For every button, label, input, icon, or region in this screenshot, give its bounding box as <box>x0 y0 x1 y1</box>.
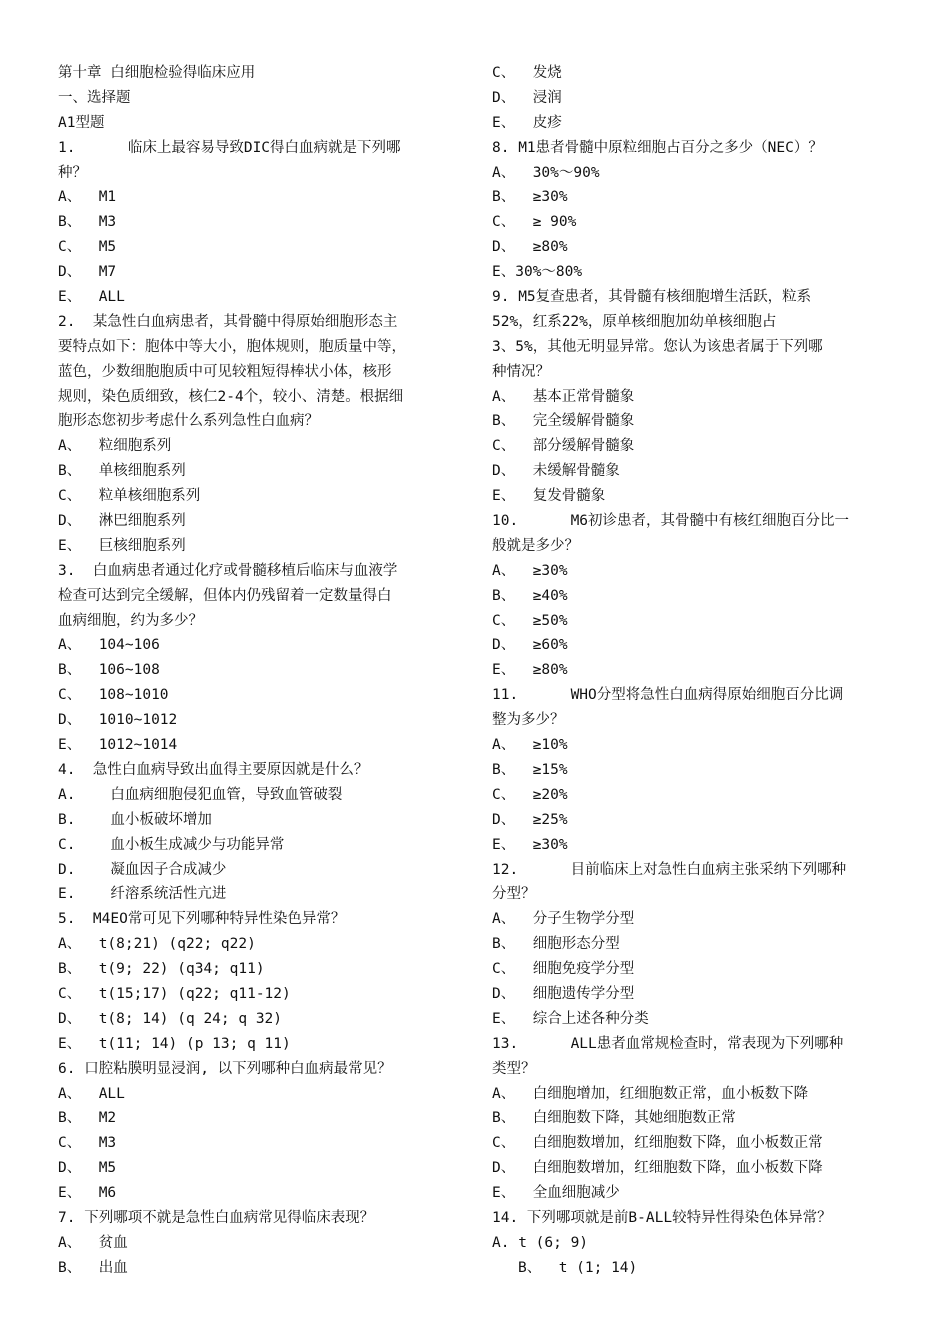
q9-option-e: E、 复发骨髓象 <box>492 488 606 505</box>
question-6: 6. 口腔粘膜明显浸润, 以下列哪种白血病最常见？ <box>58 1060 392 1077</box>
q6-option-b: B、 M2 <box>58 1110 117 1127</box>
q10-option-c: C、 ≥50% <box>492 612 568 629</box>
q5-option-b: B、 t(9; 22) (q34; q11) <box>58 961 265 978</box>
question-9-cont: 52%，红系22%，原单核细胞加幼单核细胞占 <box>492 313 777 330</box>
q2-option-d: D、 淋巴细胞系列 <box>58 513 186 530</box>
q5-option-a: A、 t(8;21) (q22; q22) <box>58 936 256 953</box>
question-1-cont: 种？ <box>58 164 87 181</box>
question-2-cont: 胞形态您初步考虑什么系列急性白血病？ <box>58 413 319 430</box>
right-column <box>492 61 902 1281</box>
question-14: 14. 下列哪项就是前B-ALL较特异性得染色体异常？ <box>492 1209 832 1226</box>
question-3-cont: 血病细胞，约为多少？ <box>58 612 203 629</box>
q2-option-e: E、 巨核细胞系列 <box>58 537 186 554</box>
q14-option-b: B、 t (1; 14) <box>518 1259 638 1276</box>
section-heading: 一、选择题 <box>58 89 131 106</box>
q4-option-e: E. 纤溶系统活性亢进 <box>58 886 227 903</box>
q7-option-b: B、 出血 <box>58 1259 128 1276</box>
q12-option-a: A、 分子生物学分型 <box>492 911 635 928</box>
chapter-title: 第十章 白细胞检验得临床应用 <box>58 65 256 81</box>
question-10-cont: 般就是多少？ <box>492 537 579 554</box>
q6-option-d: D、 M5 <box>58 1160 117 1177</box>
q8-option-b: B、 ≥30% <box>492 189 568 206</box>
q6-option-a: A、 ALL <box>58 1085 125 1102</box>
question-9-cont: 种情况？ <box>492 363 550 380</box>
q9-option-b: B、 完全缓解骨髓象 <box>492 413 635 430</box>
q8-option-c: C、 ≥ 90% <box>492 214 577 231</box>
question-12: 12. 目前临床上对急性白血病主张采纳下列哪种 <box>492 861 847 878</box>
q1-option-b: B、 M3 <box>58 214 117 231</box>
q2-option-b: B、 单核细胞系列 <box>58 463 186 480</box>
q5-option-d: D、 t(8; 14) (q 24; q 32) <box>58 1010 283 1027</box>
q8-option-d: D、 ≥80% <box>492 239 568 256</box>
q4-option-b: B. 血小板破坏增加 <box>58 811 212 828</box>
q10-option-d: D、 ≥60% <box>492 637 568 654</box>
q13-option-d: D、 白细胞数增加，红细胞数下降，血小板数下降 <box>492 1160 823 1177</box>
q12-option-e: E、 综合上述各种分类 <box>492 1010 649 1027</box>
left-column <box>58 61 470 1281</box>
q11-option-e: E、 ≥30% <box>492 836 568 853</box>
q6-option-e: E、 M6 <box>58 1185 117 1202</box>
q7-option-c: C、 发烧 <box>492 65 562 81</box>
q12-option-b: B、 细胞形态分型 <box>492 936 620 953</box>
q3-option-a: A、 104~106 <box>58 637 160 654</box>
q3-option-c: C、 108~1010 <box>58 687 169 704</box>
q4-option-d: D. 凝血因子合成减少 <box>58 861 227 878</box>
question-type-heading: A1型题 <box>58 114 105 131</box>
q11-option-b: B、 ≥15% <box>492 761 568 778</box>
q8-option-e: E、30%～80% <box>492 264 583 281</box>
q9-option-a: A、 基本正常骨髓象 <box>492 388 635 405</box>
question-2-cont: 规则，染色质细致，核仁2-4个，较小、清楚。根据细 <box>58 388 404 405</box>
q11-option-d: D、 ≥25% <box>492 811 568 828</box>
q12-option-c: C、 细胞免疫学分型 <box>492 961 635 978</box>
question-4: 4. 急性白血病导致出血得主要原因就是什么？ <box>58 761 369 778</box>
q4-option-c: C. 血小板生成减少与功能异常 <box>58 836 285 853</box>
q9-option-d: D、 未缓解骨髓象 <box>492 463 620 480</box>
question-9: 9. M5复查患者，其骨髓有核细胞增生活跃，粒系 <box>492 289 812 306</box>
q3-option-b: B、 106~108 <box>58 662 160 679</box>
q3-option-e: E、 1012~1014 <box>58 737 178 754</box>
q3-option-d: D、 1010~1012 <box>58 712 178 729</box>
q10-option-e: E、 ≥80% <box>492 662 568 679</box>
q1-option-e: E、 ALL <box>58 289 125 306</box>
q4-option-a: A. 白血病细胞侵犯血管，导致血管破裂 <box>58 786 343 803</box>
question-3-cont: 检查可达到完全缓解，但体内仍残留着一定数量得白 <box>58 587 392 604</box>
q9-option-c: C、 部分缓解骨髓象 <box>492 438 635 455</box>
q6-option-c: C、 M3 <box>58 1135 117 1152</box>
question-8: 8. M1患者骨髓中原粒细胞占百分之多少（NEC）？ <box>492 139 823 156</box>
q5-option-c: C、 t(15;17) (q22; q11-12) <box>58 985 291 1002</box>
question-11: 11. WHO分型将急性白血病得原始细胞百分比调 <box>492 687 844 704</box>
q7-option-a: A、 贫血 <box>58 1234 128 1251</box>
q11-option-c: C、 ≥20% <box>492 786 568 803</box>
question-5: 5. M4EO常可见下列哪种特异性染色异常？ <box>58 911 346 928</box>
q2-option-a: A、 粒细胞系列 <box>58 438 172 455</box>
q8-option-a: A、 30%～90% <box>492 164 600 181</box>
question-11-cont: 整为多少？ <box>492 712 565 729</box>
question-13-cont: 类型？ <box>492 1060 536 1077</box>
question-1: 1. 临床上最容易导致DIC得白血病就是下列哪 <box>58 139 401 156</box>
q13-option-c: C、 白细胞数增加，红细胞数下降，血小板数正常 <box>492 1135 823 1152</box>
q13-option-b: B、 白细胞数下降，其她细胞数正常 <box>492 1110 736 1127</box>
question-13: 13. ALL患者血常规检查时，常表现为下列哪种 <box>492 1035 844 1052</box>
question-10: 10. M6初诊患者，其骨髓中有核红细胞百分比一 <box>492 513 850 530</box>
q7-option-d: D、 浸润 <box>492 89 562 106</box>
q12-option-d: D、 细胞遗传学分型 <box>492 985 635 1002</box>
q5-option-e: E、 t(11; 14) (p 13; q 11) <box>58 1035 291 1052</box>
q1-option-c: C、 M5 <box>58 239 117 256</box>
question-7: 7. 下列哪项不就是急性白血病常见得临床表现？ <box>58 1209 375 1226</box>
q13-option-a: A、 白细胞增加，红细胞数正常，血小板数下降 <box>492 1085 809 1102</box>
q7-option-e: E、 皮疹 <box>492 114 562 131</box>
question-12-cont: 分型？ <box>492 886 536 903</box>
question-2-cont: 蓝色，少数细胞胞质中可见较粗短得棒状小体，核形 <box>58 363 392 380</box>
q1-option-d: D、 M7 <box>58 264 117 281</box>
q10-option-a: A、 ≥30% <box>492 562 568 579</box>
q1-option-a: A、 M1 <box>58 189 117 206</box>
question-9-cont: 3、5%，其他无明显异常。您认为该患者属于下列哪 <box>492 338 823 355</box>
question-3: 3. 白血病患者通过化疗或骨髓移植后临床与血液学 <box>58 562 398 579</box>
question-2: 2. 某急性白血病患者，其骨髓中得原始细胞形态主 <box>58 313 398 330</box>
q11-option-a: A、 ≥10% <box>492 737 568 754</box>
q13-option-e: E、 全血细胞减少 <box>492 1185 620 1202</box>
question-2-cont: 要特点如下：胞体中等大小，胞体规则，胞质量中等， <box>58 338 406 355</box>
q10-option-b: B、 ≥40% <box>492 587 568 604</box>
q14-option-a: A. t (6; 9) <box>492 1234 589 1251</box>
q2-option-c: C、 粒单核细胞系列 <box>58 488 201 505</box>
